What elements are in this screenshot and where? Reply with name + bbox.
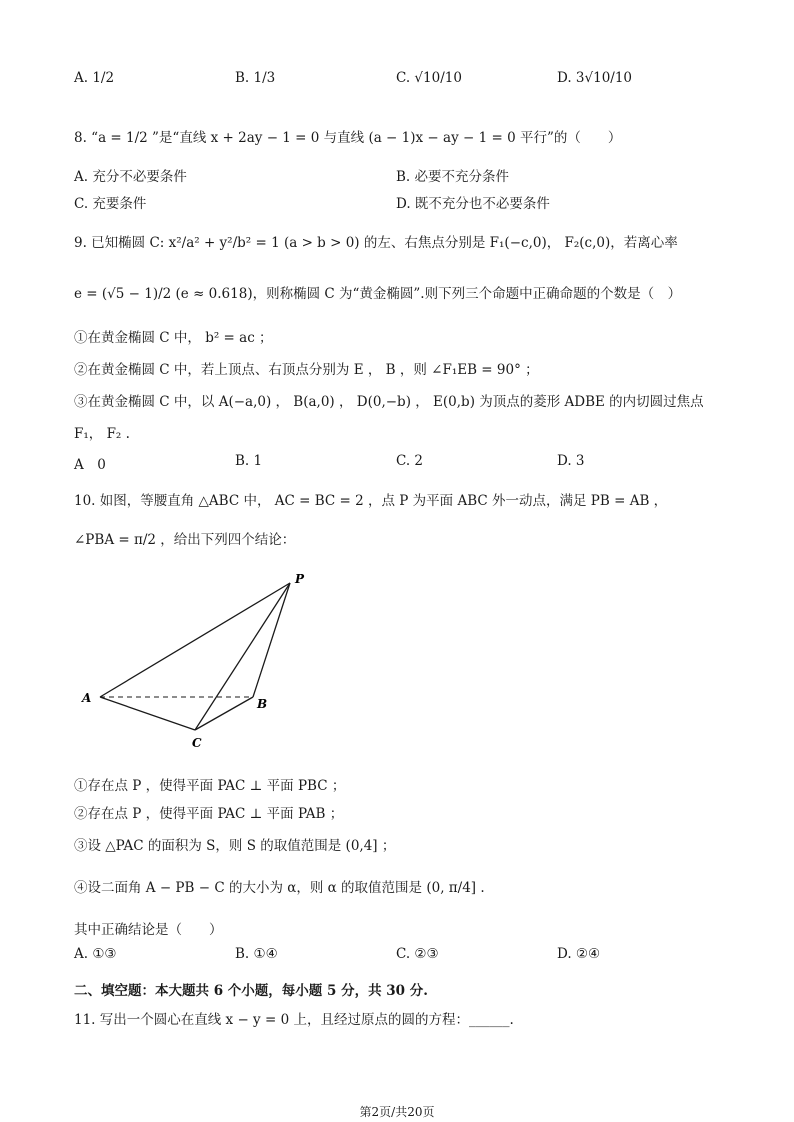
q10-statement-1: ①存在点 P ，使得平面 PAC ⊥ 平面 PBC ；: [74, 778, 346, 794]
q8-option-d: D. 既不充分也不必要条件: [396, 196, 550, 212]
edge-AC: [100, 697, 195, 730]
q7-option-a: A. 1/2: [74, 70, 115, 86]
q9-option-b: B. 1: [235, 453, 263, 469]
q9-options: [74, 453, 734, 473]
q10-options: [74, 946, 734, 962]
q8-stem: 8. “a = 1/2 ”是“直线 x + 2ay − 1 = 0 与直线 (a − 1)x − ay − 1 = 0 平行”的（ ）: [74, 130, 622, 146]
q9-statement-3a: ③在黄金椭圆 C 中，以 A(−a,0) ， B(a,0) ， D(0,−b) ， E(0,b) 为顶点的菱形 ADBE 的内切圆过焦点: [74, 394, 704, 410]
q8-option-b: B. 必要不充分条件: [396, 169, 510, 185]
section-2-heading: 二、填空题：本大题共 6 个小题，每小题 5 分，共 30 分.: [74, 983, 428, 999]
q9-statement-3b: F₁， F₂ .: [74, 426, 130, 442]
q9-option-d: D. 3: [557, 453, 585, 469]
q10-option-b: B. ①④: [235, 946, 278, 962]
q9-option-a: A 0: [74, 457, 106, 473]
label-B: B: [257, 697, 268, 711]
q9-statement-1: ①在黄金椭圆 C 中， b² = ac ；: [74, 330, 273, 346]
q8-option-a: A. 充分不必要条件: [74, 169, 187, 185]
edge-PA: [100, 583, 290, 697]
q10-statement-4: ④设二面角 A − PB − C 的大小为 α，则 α 的取值范围是 (0, π/4] .: [74, 880, 485, 896]
q10-option-c: C. ②③: [396, 946, 439, 962]
q10-figure: [70, 565, 330, 760]
edge-PC: [195, 583, 290, 730]
edge-PB: [253, 583, 290, 697]
q10-option-a: A. ①③: [74, 946, 117, 962]
q9-statement-2: ②在黄金椭圆 C 中，若上顶点、右顶点分别为 E ， B ，则 ∠F₁EB = 90° ；: [74, 362, 539, 378]
q7-options: [74, 70, 734, 86]
q8-options-row2: [74, 192, 734, 212]
q9-line2: e = (√5 − 1)/2 (e ≈ 0.618)，则称椭圆 C 为“黄金椭圆”.则下列三个命题中正确命题的个数是（ ）: [74, 286, 682, 302]
q7-option-c: C. √10/10: [396, 70, 462, 86]
q10-statement-2: ②存在点 P ，使得平面 PAC ⊥ 平面 PAB ；: [74, 806, 344, 822]
label-A: A: [82, 691, 92, 705]
edge-CB: [195, 697, 253, 730]
label-C: C: [192, 736, 202, 750]
q10-prompt: 其中正确结论是（ ）: [74, 922, 223, 938]
q9-option-c: C. 2: [396, 453, 424, 469]
q10-option-d: D. ②④: [557, 946, 601, 962]
q9-line1: 9. 已知椭圆 C: x²/a² + y²/b² = 1 (a > b > 0) 的左、右焦点分别是 F₁(−c,0)， F₂(c,0)，若离心率: [74, 235, 678, 251]
label-P: P: [295, 572, 305, 586]
page-footer: 第2页/共20页: [359, 1105, 435, 1119]
q10-line2: ∠PBA = π/2 ，给出下列四个结论：: [74, 532, 296, 548]
q10-line1: 10. 如图，等腰直角 △ABC 中， AC = BC = 2 ，点 P 为平面 ABC 外一动点，满足 PB = AB ，: [74, 493, 668, 509]
q8-option-c: C. 充要条件: [74, 196, 147, 212]
q10-statement-3: ③设 △PAC 的面积为 S，则 S 的取值范围是 (0,4] ；: [74, 838, 396, 854]
q7-option-b: B. 1/3: [235, 70, 276, 86]
q7-option-d: D. 3√10/10: [557, 70, 633, 86]
q8-options-row1: [74, 165, 734, 185]
q11-stem: 11. 写出一个圆心在直线 x − y = 0 上，且经过原点的圆的方程：______.: [74, 1012, 514, 1028]
